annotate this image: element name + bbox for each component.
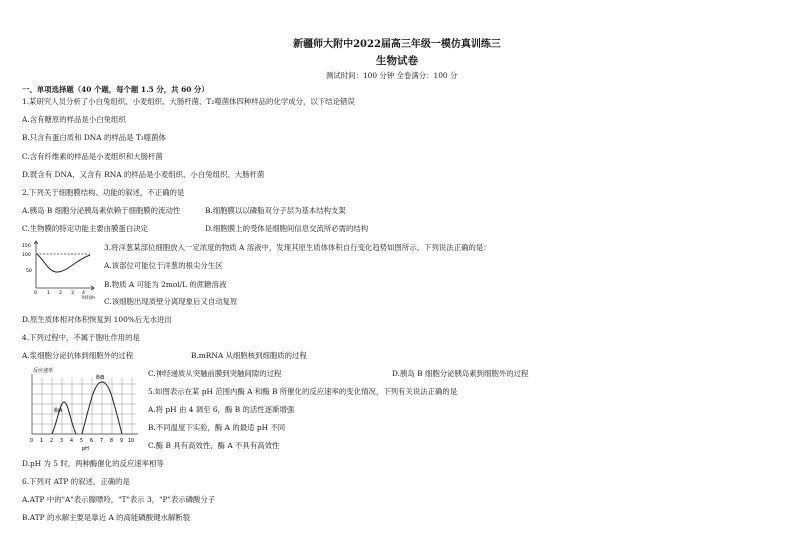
q5-series-b-label: 酶B [96,375,105,381]
q3-option-d: D.原生质体相对体积恢复到 100%后无水进出 [22,315,172,324]
q4-option-a: A.浆细胞分泌抗体到细胞外的过程 [22,351,134,360]
section-heading: 一、单项选择题（40 个题，每个题 1.5 分，共 60 分） [22,85,209,94]
q2-option-a: A.胰岛 B 细胞分泌胰岛素依赖于细胞膜的流动性 [22,206,181,215]
q4-option-d: D.胰岛 B 细胞分泌胰岛素到细胞外的过程 [392,369,529,378]
q5-xtick-2: 2 [50,439,54,444]
q5-xtick-5: 5 [80,439,84,444]
q3-xlabel: 时间/h [82,296,96,300]
q5-xtick-9: 9 [120,439,124,444]
q3-ytick-150: 150 [22,244,31,249]
q5-series-a-label: 酶A [54,408,63,414]
q3-xtick-3: 3 [71,291,74,296]
q1-stem: 1.某研究人员分析了小白兔组织、小麦组织、大肠杆菌、T₂噬菌体四种样品的化学成分，以下结论错误 [22,97,355,106]
q3-ytick-50: 50 [26,269,32,274]
q1-option-b: B.只含有蛋白质和 DNA 的样品是 T₂噬菌体 [22,133,166,142]
exam-meta: 测试时间：100 分钟 全卷满分：100 分 [326,71,458,80]
q5-option-a: A.将 pH 由 4 调至 6，酶 B 的活性逐渐增强 [148,405,295,414]
q1-option-a: A.含有糖原的样品是小白兔组织 [22,115,126,124]
q5-xtick-6: 6 [90,439,94,444]
q6-stem: 6.下列对 ATP 的叙述，正确的是 [22,477,130,486]
exam-title: 新疆师大附中2022届高三年级一模仿真训练三 [293,39,501,50]
q5-xlabel: pH [82,446,89,452]
q5-option-d: D.pH 为 5 时，两种酶催化的反应速率相等 [22,459,164,468]
q4-option-c: C.神经递质从突触前膜到突触间隙的过程 [148,369,282,378]
q5-xtick-0: 0 [30,439,34,444]
q4-stem: 4.下列过程中，不属于胞吐作用的是 [22,333,140,342]
enzyme-a-curve [52,402,76,434]
q3-stem: 3.将洋葱某部位细胞放入一定浓度的物质 A 溶液中，发现其原生质体体积自行变化趋势如图所示，下列说法正确的是： [104,243,491,252]
q5-xtick-10: 10 [128,439,135,444]
q2-option-c: C.生物膜的特定功能主要由膜蛋白决定 [22,224,148,233]
q3-xtick-2: 2 [59,291,62,296]
q5-stem: 5.如图表示在某 pH 范围内酶 A 和酶 B 所催化的反应速率的变化情况，下列有关说法正确的是 [148,387,458,396]
q6-option-b: B.ATP 的水解主要是靠近 A 的高能磷酸键水解断裂 [22,513,191,522]
q3-xtick-0: 0 [34,291,37,296]
q5-xtick-7: 7 [100,439,104,444]
q5-xtick-3: 3 [60,439,64,444]
q3-ytick-100: 100 [22,253,31,258]
q6-option-a: A.ATP 中的"A"表示腺嘌呤，"T"表示 3，"P"表示磷酸分子 [22,495,216,504]
q2-option-b: B.细胞膜以以磷脂双分子层为基本结构支架 [205,206,346,215]
q3-volume-graph [20,238,100,300]
q5-xtick-4: 4 [70,439,74,444]
q1-option-c: C.含有纤维素的样品是小麦组织和大肠杆菌 [22,152,163,161]
q3-option-a: A.该部位可能位于洋葱的根尖分生区 [104,261,223,270]
q2-stem: 2.下列关于细胞膜结构、功能的叙述，不正确的是 [22,188,185,197]
q3-option-b: B.物质 A 可能为 2mol/L 的蔗糖溶液 [104,280,227,289]
q4-option-b: B.mRNA 从细胞核到细胞质的过程 [191,351,307,360]
q1-option-d: D.既含有 DNA，又含有 RNA 的样品是小麦组织、小白兔组织、大肠杆菌 [22,170,265,179]
q3-xtick-1: 1 [47,291,50,296]
q5-xtick-1: 1 [40,439,44,444]
exam-subtitle: 生物试卷 [376,55,418,67]
q5-xtick-8: 8 [110,439,114,444]
q5-option-b: B.不同温度下实验，酶 A 的最适 pH 不同 [148,423,286,432]
q3-option-c: C.该细胞出现质壁分离现象后又自动复原 [104,297,238,306]
q5-enzyme-graph [20,364,142,456]
q2-option-d: D.细胞膜上的受体是细胞间信息交流所必需的结构 [205,224,369,233]
q5-ylabel: 反应速率 [33,368,54,374]
q5-option-c: C.酶 B 具有高效性，酶 A 不具有高效性 [148,441,280,450]
q3-xtick-4: 4 [82,291,85,296]
